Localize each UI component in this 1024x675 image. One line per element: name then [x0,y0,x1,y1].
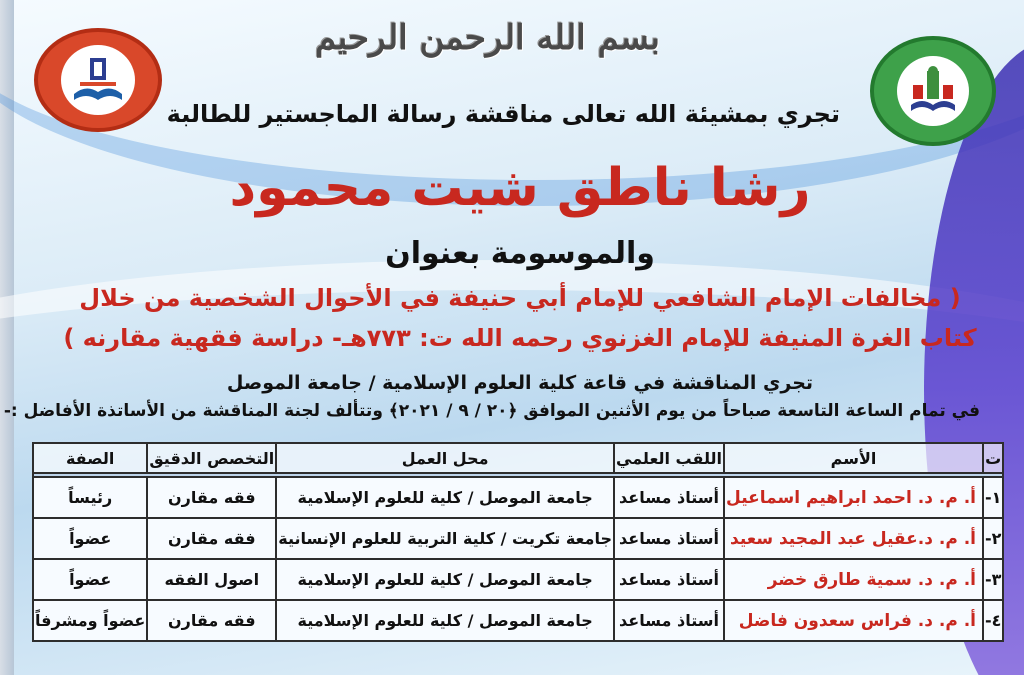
row-number: ٢- [983,518,1003,559]
discussion-timing: في تمام الساعة التاسعة صباحاً من يوم الأثنين الموافق ﴿٢٠ / ٩ / ٢٠٢١﴾ وتتألف لجنة المناقشة من الأساتذة الأفاضل :- [3,401,980,421]
member-rank: أستاذ مساعد [614,600,724,641]
member-workplace: جامعة الموصل / كلية للعلوم الإسلامية [276,600,614,641]
member-rank: أستاذ مساعد [614,559,724,600]
member-specialty: فقه مقارن [147,477,276,518]
member-role: عضواً ومشرفاً [33,600,147,641]
college-emblem-icon [870,36,996,146]
member-role: رئيساً [33,477,147,518]
member-rank: أستاذ مساعد [614,518,724,559]
member-name: أ. م. د. سمية طارق خضر [724,559,983,600]
basmala-calligraphy: بسم الله الرحمن الرحيم [315,18,660,58]
member-workplace: جامعة تكريت / كلية التربية للعلوم الإنسانية [276,518,614,559]
candidate-name: رشا ناطق شيت محمود [229,158,811,218]
member-specialty: فقه مقارن [147,600,276,641]
thesis-title-line-2: كتاب الغرة المنيفة للإمام الغزنوي رحمه الله ت: ٧٧٣هـ- دراسة فقهية مقارنه ) [63,324,977,352]
member-role: عضواً [33,559,147,600]
row-number: ٣- [983,559,1003,600]
university-emblem-icon [34,28,162,132]
table-row [33,600,1003,641]
header-rank: اللقب العلمي [614,443,724,473]
discussion-venue: تجري المناقشة في قاعة كلية العلوم الإسلامية / جامعة الموصل [226,372,814,394]
member-workplace: جامعة الموصل / كلية للعلوم الإسلامية [276,477,614,518]
member-specialty: فقه مقارن [147,518,276,559]
header-number: ت [983,443,1003,473]
member-name: أ. م. د.عقيل عبد المجيد سعيد [724,518,983,559]
table-row [33,518,1003,559]
thesis-titled-label: والموسومة بعنوان [385,236,655,271]
header-role: الصفة [33,443,147,473]
header-name: الأسم [724,443,983,473]
committee-table-header [33,443,1003,473]
member-name: أ. م. د. فراس سعدون فاضل [724,600,983,641]
committee-table [32,442,1004,642]
member-rank: أستاذ مساعد [614,477,724,518]
announcement-intro: تجري بمشيئة الله تعالى مناقشة رسالة الماجستير للطالبة [166,100,840,128]
table-row [33,559,1003,600]
table-row [33,477,1003,518]
member-role: عضواً [33,518,147,559]
member-name: أ. م. د. احمد ابراهيم اسماعيل [724,477,983,518]
header-specialty: التخصص الدقيق [147,443,276,473]
member-workplace: جامعة الموصل / كلية للعلوم الإسلامية [276,559,614,600]
row-number: ١- [983,477,1003,518]
thesis-title-line-1: ( مخالفات الإمام الشافعي للإمام أبي حنيفة في الأحوال الشخصية من خلال [79,284,961,312]
header-workplace: محل العمل [276,443,614,473]
row-number: ٤- [983,600,1003,641]
member-specialty: اصول الفقه [147,559,276,600]
